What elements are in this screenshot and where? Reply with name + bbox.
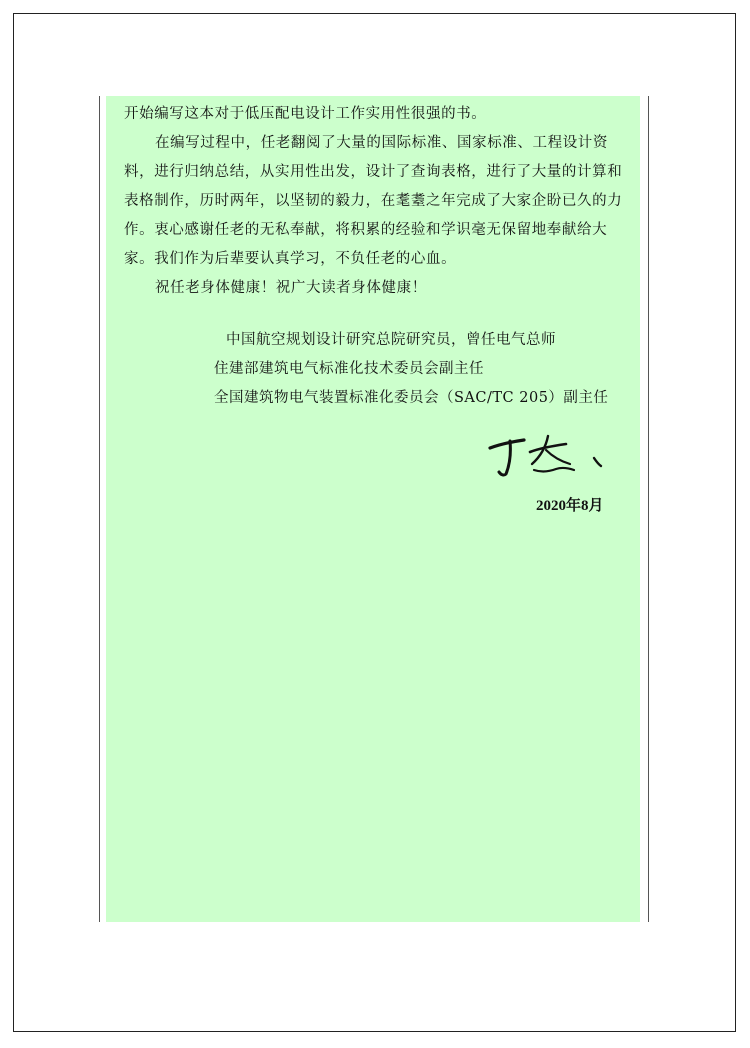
- author-title-line: 全国建筑物电气装置标准化委员会（SAC/TC 205）副主任: [214, 390, 609, 406]
- preface-body: [124, 100, 624, 303]
- right-margin-line: [648, 96, 649, 922]
- paragraph-wishes: 祝任老身体健康！祝广大读者身体健康！: [155, 280, 427, 296]
- date: 2020年8月: [536, 498, 604, 514]
- paragraph-continuation: 开始编写这本对于低压配电设计工作实用性很强的书。: [124, 106, 487, 122]
- handwritten-signature: [486, 428, 622, 484]
- paragraph-writing-process: 在编写过程中，任老翻阅了大量的国际标准、国家标准、工程设计资料，进行归纳总结，从实用性出发，设计了查询表格，进行了大量的计算和表格制作，历时两年，以坚韧的毅力，在耄耋之年完成了大家企盼已久的力作。衷心感谢任老的无私奉献，将积累的经验和学识毫无保留地奉献给大家。我们作为后辈要认真学习，不负任老的心血。: [124, 135, 623, 267]
- author-titles: [214, 326, 608, 413]
- left-margin-line: [99, 96, 100, 922]
- author-title-line: 中国航空规划设计研究总院研究员，曾任电气总师: [226, 332, 556, 348]
- author-title-line: 住建部建筑电气标准化技术委员会副主任: [214, 361, 484, 377]
